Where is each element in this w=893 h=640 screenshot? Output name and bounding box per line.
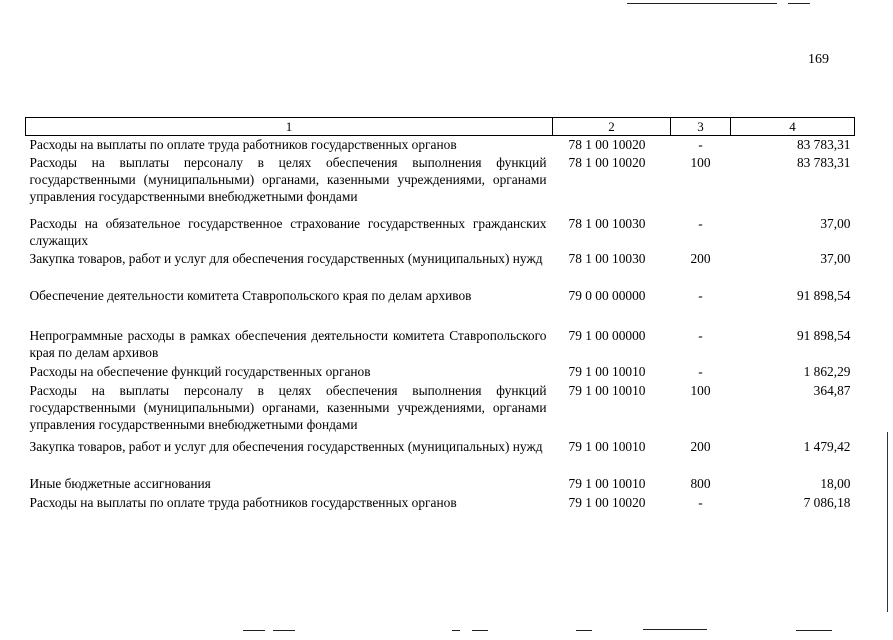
row-description: Расходы на выплаты персоналу в целях обеспечения выполнения функций государственными (муниципальными) органами, казенными учреждениями, органами управления государственными внебюджетными фондами — [29, 382, 547, 432]
row-expense-type: 800 — [690, 475, 711, 491]
row-expense-type: - — [698, 327, 703, 343]
row-description: Расходы на обязательное государственное страхование государственных гражданских служащих — [29, 215, 547, 248]
row-amount: 83 783,31 — [796, 137, 851, 152]
row-expense-type: - — [698, 287, 703, 303]
row-code: 79 1 00 10010 — [568, 438, 646, 454]
scan-artifact-top-1 — [627, 3, 777, 4]
table-row — [26, 475, 855, 494]
row-expense-type: - — [698, 494, 703, 510]
column-header-3: 3 — [671, 118, 731, 136]
row-description: Иные бюджетные ассигнования — [29, 475, 211, 491]
row-expense-type: 100 — [690, 382, 711, 398]
table-row — [26, 250, 855, 287]
row-amount: 7 086,18 — [803, 494, 851, 510]
row-description: Расходы на обеспечение функций государственных органов — [29, 363, 371, 379]
table-row — [26, 327, 855, 363]
budget-table — [25, 117, 855, 512]
row-amount: 91 898,54 — [796, 287, 851, 303]
row-code: 79 1 00 10010 — [568, 475, 646, 491]
row-amount: 364,87 — [813, 382, 851, 398]
row-description: Расходы на выплаты по оплате труда работников государственных органов — [29, 137, 457, 152]
row-code: 79 1 00 00000 — [568, 327, 646, 343]
table-row — [26, 494, 855, 512]
row-description: Закупка товаров, работ и услуг для обеспечения государственных (муниципальных) нужд — [29, 438, 543, 454]
table-row — [26, 136, 855, 154]
scan-artifact-bottom-4 — [472, 630, 488, 631]
row-expense-type: - — [698, 215, 703, 231]
column-header-4: 4 — [731, 118, 855, 136]
scan-artifact-bottom-5 — [576, 630, 592, 631]
row-expense-type: - — [698, 363, 703, 379]
row-amount: 37,00 — [820, 215, 851, 231]
row-code: 78 1 00 10030 — [568, 215, 646, 231]
table-row — [26, 287, 855, 327]
table-row — [26, 363, 855, 382]
row-code: 79 1 00 10010 — [568, 363, 646, 379]
row-code: 78 1 00 10020 — [568, 137, 646, 152]
row-amount: 37,00 — [820, 250, 851, 266]
scan-artifact-bottom-6 — [643, 629, 707, 630]
scan-artifact-bottom-2 — [273, 630, 295, 631]
row-amount: 83 783,31 — [796, 154, 851, 170]
row-description: Обеспечение деятельности комитета Ставропольского края по делам архивов — [29, 287, 472, 303]
row-amount: 18,00 — [820, 475, 851, 491]
table-header-row — [26, 118, 855, 136]
row-amount: 1 862,29 — [803, 363, 851, 379]
scan-artifact-bottom-3 — [452, 630, 460, 631]
scan-artifact-bottom-1 — [243, 630, 265, 631]
scan-artifact-top-2 — [788, 3, 810, 4]
table-row — [26, 215, 855, 250]
row-code: 79 0 00 00000 — [568, 287, 646, 303]
row-description: Расходы на выплаты персоналу в целях обеспечения выполнения функций государственными (муниципальными) органами, казенными учреждениями, органами управления государственными внебюджетными фондами — [29, 154, 547, 204]
row-description: Расходы на выплаты по оплате труда работников государственных органов — [29, 494, 457, 510]
row-expense-type: 200 — [690, 250, 711, 266]
row-code: 78 1 00 10030 — [568, 250, 646, 266]
table-row — [26, 382, 855, 438]
scan-artifact-right-edge — [887, 432, 888, 612]
row-code: 78 1 00 10020 — [568, 154, 646, 170]
column-header-1: 1 — [26, 118, 553, 136]
table-row — [26, 438, 855, 475]
row-amount: 91 898,54 — [796, 327, 851, 343]
scan-artifact-bottom-7 — [796, 630, 832, 631]
row-code: 79 1 00 10020 — [568, 494, 646, 510]
table-row — [26, 154, 855, 215]
column-header-2: 2 — [553, 118, 671, 136]
page-number: 169 — [808, 52, 829, 67]
row-expense-type: 100 — [690, 154, 711, 170]
row-description: Непрограммные расходы в рамках обеспечения деятельности комитета Ставропольского края по делам архивов — [29, 327, 547, 360]
row-expense-type: 200 — [690, 438, 711, 454]
row-code: 79 1 00 10010 — [568, 382, 646, 398]
row-expense-type: - — [698, 137, 703, 152]
row-amount: 1 479,42 — [803, 438, 851, 454]
row-description: Закупка товаров, работ и услуг для обеспечения государственных (муниципальных) нужд — [29, 250, 543, 266]
